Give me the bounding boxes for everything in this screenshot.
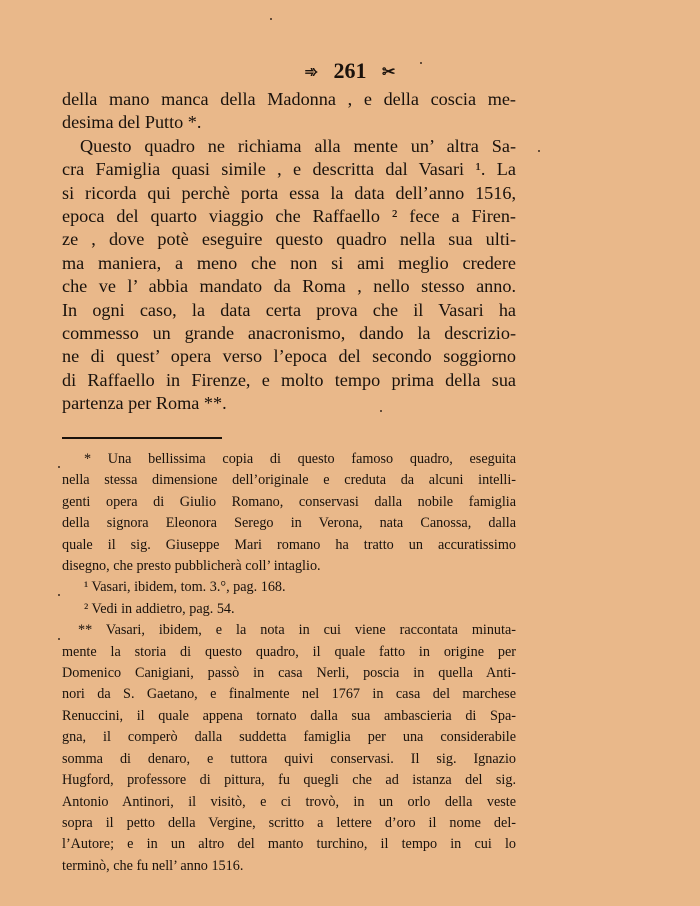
text-line: si ricorda qui perchè porta essa la data dell’anno 1516, [62, 182, 516, 203]
text-line: che ve l’ abbia mandato da Roma , nello stesso anno. [62, 276, 516, 297]
footnote-line: Hugford, professore di pittura, fu quegli che ad istanza del sig. [62, 772, 516, 789]
page-header [0, 56, 700, 88]
footnote-line: sopra il petto della Vergine, scritto a lettere d’oro il nome del- [62, 814, 516, 831]
footnote-line: nori da S. Gaetano, e finalmente nel 1767 in casa del marchese [62, 686, 516, 703]
footnote-line: * Una bellissima copia di questo famoso quadro, eseguita [84, 451, 516, 467]
speck [380, 410, 382, 412]
text-line: In ogni caso, la data certa prova che il Vasari ha [62, 299, 516, 320]
footnote-line: genti opera di Giulio Romano, conservasi dalla nobile famiglia [62, 493, 516, 510]
main-text [62, 88, 516, 416]
footnote-line: Renuccini, il quale appena tornato dalla sua ambascieria di Spa- [62, 707, 516, 724]
speck [538, 150, 540, 152]
speck [58, 638, 60, 640]
footnote-line: Antonio Antinori, il visitò, e ci trovò, in un orlo della veste [62, 793, 516, 810]
footnote-line: ** Vasari, ibidem, e la nota in cui viene raccontata minuta- [78, 622, 516, 639]
text-line: ne di quest’ opera verso l’epoca del secondo soggiorno [62, 346, 516, 367]
text-line: ze , dove potè eseguire questo quadro nella sua ulti- [62, 229, 516, 250]
text-line: Questo quadro ne richiama alla mente un’ altra Sa- [80, 135, 516, 156]
footnote-line: disegno, che presto pubblicherà coll’ intaglio. [62, 558, 321, 575]
footnote-divider [62, 437, 222, 439]
speck [58, 594, 60, 596]
footnote-line: somma di denaro, e tuttora quivi conservasi. Il sig. Ignazio [62, 750, 516, 767]
ornament-right-icon: ✂ [382, 63, 396, 81]
footnote-line: terminò, che fu nell’ anno 1516. [62, 857, 244, 874]
text-line: cra Famiglia quasi simile , e descritta dal Vasari ¹. La [62, 159, 516, 180]
footnote-line: gna, il comperò dalla suddetta famiglia per una considerabile [62, 729, 516, 746]
speck [420, 62, 422, 64]
text-line: desima del Putto *. [62, 112, 202, 133]
footnote-line: ¹ Vasari, ibidem, tom. 3.°, pag. 168. [84, 579, 286, 596]
page-number: 261 [333, 58, 367, 83]
text-line: di Raffaello in Firenze, e molto tempo prima della sua [62, 369, 516, 390]
footnotes [62, 449, 516, 877]
footnote-line: ² Vedi in addietro, pag. 54. [84, 600, 235, 617]
text-line: commesso un grande anacronismo, dando la descrizio- [62, 323, 516, 344]
footnote-line: Domenico Canigiani, passò in casa Nerli, poscia in quella Anti- [62, 665, 516, 682]
ornament-left-icon: ➾ [304, 63, 318, 81]
text-line: ma maniera, a meno che non si ami meglio credere [62, 252, 516, 273]
footnote-line: mente la storia di questo quadro, il quale fatto in origine per [62, 643, 516, 660]
speck [270, 18, 272, 20]
footnote-line: della signora Eleonora Serego in Verona, nata Canossa, dalla [62, 515, 516, 532]
footnote-line: nella stessa dimensione dell’originale e creduta da alcuni intelli- [62, 472, 516, 489]
footnote-line: quale il sig. Giuseppe Mari romano ha tratto un accuratissimo [62, 536, 516, 553]
speck [58, 466, 60, 468]
text-line: della mano manca della Madonna , e della coscia me- [62, 89, 516, 109]
text-line: epoca del quarto viaggio che Raffaello ² fece a Firen- [62, 206, 516, 227]
text-line: partenza per Roma **. [62, 393, 227, 414]
footnote-line: l’Autore; e in un altro del manto turchino, il tempo in cui lo [62, 836, 516, 853]
